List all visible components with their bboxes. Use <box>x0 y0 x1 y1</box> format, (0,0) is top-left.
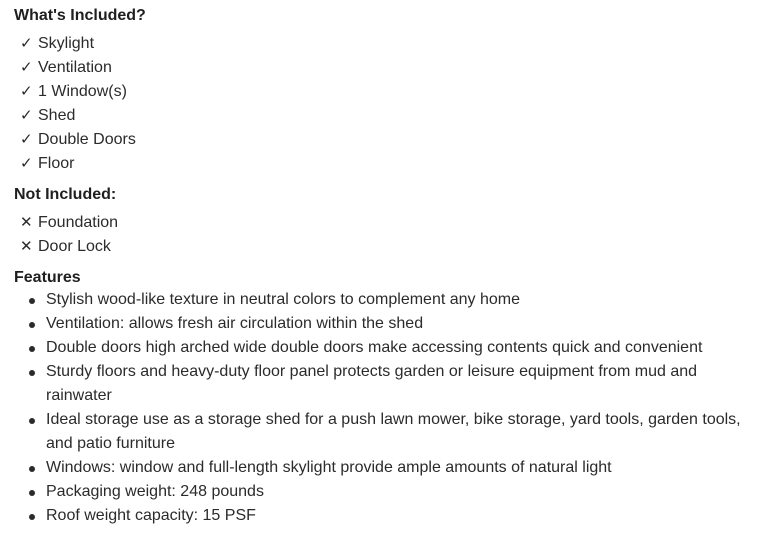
bullet-icon <box>29 418 35 424</box>
not-included-list <box>14 211 762 259</box>
included-list <box>14 32 762 176</box>
features-heading: Features <box>14 269 81 286</box>
included-item-label: 1 Window(s) <box>38 83 127 100</box>
feature-text: Roof weight capacity: 15 PSF <box>46 507 256 524</box>
included-item-label: Double Doors <box>38 131 136 148</box>
not-included-item <box>20 235 762 259</box>
not-included-item-label: Foundation <box>38 214 119 231</box>
check-icon: ✓ <box>20 155 33 172</box>
feature-item <box>46 504 761 528</box>
feature-item <box>46 408 761 456</box>
bullet-icon <box>29 298 35 304</box>
included-heading: What's Included? <box>14 7 146 24</box>
included-item <box>20 80 762 104</box>
included-item <box>20 32 762 56</box>
not-included-item-label: Door Lock <box>38 238 111 255</box>
x-icon: ✕ <box>20 214 33 231</box>
included-item <box>20 56 762 80</box>
check-icon: ✓ <box>20 131 33 148</box>
included-item <box>20 152 762 176</box>
feature-text: Stylish wood-like texture in neutral colors to complement any home <box>46 291 520 308</box>
bullet-icon <box>29 514 35 520</box>
feature-item <box>46 312 761 336</box>
not-included-item <box>20 211 762 235</box>
feature-item <box>46 480 761 504</box>
feature-text: Sturdy floors and heavy-duty floor panel protects garden or leisure equipment from mud and rainwater <box>46 363 698 404</box>
feature-text: Windows: window and full-length skylight provide ample amounts of natural light <box>46 459 612 476</box>
check-icon: ✓ <box>20 107 33 124</box>
feature-item <box>46 456 761 480</box>
included-item-label: Ventilation <box>38 59 112 76</box>
features-list <box>14 288 762 528</box>
check-icon: ✓ <box>20 35 33 52</box>
check-icon: ✓ <box>20 83 33 100</box>
bullet-icon <box>29 346 35 352</box>
bullet-icon <box>29 370 35 376</box>
feature-text: Double doors high arched wide double doors make accessing contents quick and convenient <box>46 339 703 356</box>
feature-text: Ventilation: allows fresh air circulation within the shed <box>46 315 424 332</box>
included-item-label: Shed <box>38 107 76 124</box>
feature-item <box>46 288 761 312</box>
included-item-label: Floor <box>38 155 75 172</box>
not-included-heading: Not Included: <box>14 186 117 203</box>
x-icon: ✕ <box>20 238 33 255</box>
bullet-icon <box>29 466 35 472</box>
feature-text: Packaging weight: 248 pounds <box>46 483 264 500</box>
feature-text: Ideal storage use as a storage shed for a push lawn mower, bike storage, yard tools, garden tools, and patio furniture <box>46 411 741 452</box>
bullet-icon <box>29 490 35 496</box>
feature-item <box>46 336 761 360</box>
included-item <box>20 128 762 152</box>
included-item-label: Skylight <box>38 35 95 52</box>
included-item <box>20 104 762 128</box>
check-icon: ✓ <box>20 59 33 76</box>
bullet-icon <box>29 322 35 328</box>
feature-item <box>46 360 761 408</box>
